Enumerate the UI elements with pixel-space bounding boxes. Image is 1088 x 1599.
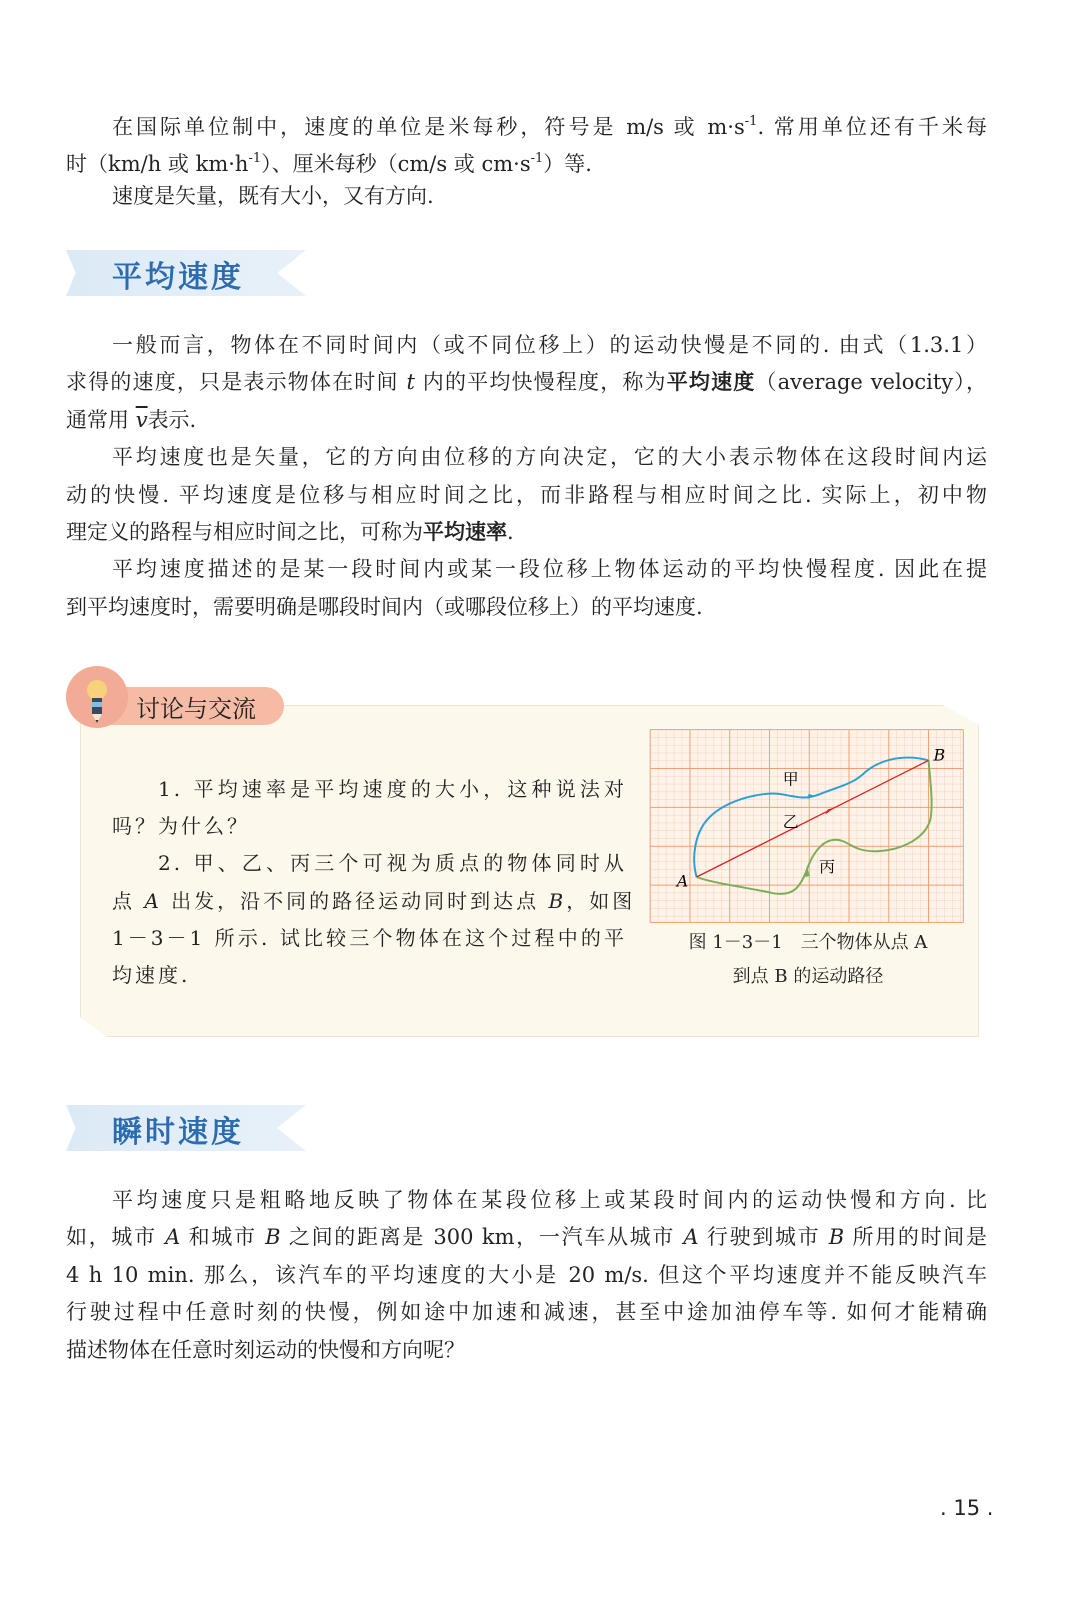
- text-segment: 之间的距离是 300 km，一汽车从城市: [280, 1225, 684, 1250]
- text-line: [112, 771, 627, 808]
- lightbulb-pencil-icon: [66, 666, 128, 728]
- text-segment: 理定义的路程与相应时间之比，可称为: [66, 519, 423, 544]
- text-segment: 描述物体在任意时刻运动的快慢和方向呢？: [66, 1337, 465, 1362]
- figure-caption-line1: 图 1－3－1 三个物体从点 A: [688, 932, 928, 953]
- text-segment: -1: [530, 151, 544, 167]
- text-segment: 点: [112, 888, 145, 913]
- text-line: [112, 883, 636, 920]
- discussion-title: 讨论与交流: [136, 695, 256, 723]
- label-a: A: [676, 871, 689, 891]
- text-segment: 动的快慢. 平均速度是位移与相应时间之比，而非路程与相应时间之比. 实际上，初中物: [66, 482, 987, 507]
- text-segment: B: [548, 888, 567, 913]
- text-segment: 求得的速度，只是表示物体在时间: [66, 370, 407, 395]
- text-line: [112, 845, 627, 882]
- figure-caption-line2: 到点 B 的运动路径: [732, 966, 884, 987]
- text-segment: -1: [248, 151, 262, 167]
- average-velocity-text: [66, 327, 987, 626]
- text-segment: 行驶到城市: [698, 1225, 829, 1250]
- text-segment: 2. 甲、乙、丙三个可视为质点的物体同时从: [158, 851, 627, 876]
- text-segment: ）、厘米每秒（cm/s 或 cm·s: [261, 152, 531, 177]
- text-segment: ）等.: [543, 152, 592, 177]
- text-segment: 一般而言，物体在不同时间内（或不同位移上）的运动快慢是不同的. 由式（1.3.1）: [112, 333, 987, 357]
- text-line: [66, 1332, 987, 1369]
- label-jia: 甲: [782, 769, 799, 789]
- text-line: [66, 178, 987, 215]
- text-segment: 速度是矢量，既有大小，又有方向.: [112, 183, 434, 208]
- text-line: [112, 808, 627, 845]
- text-segment: . 常用单位还有千米每: [757, 115, 988, 139]
- text-segment: 在国际单位制中，速度的单位是米每秒，符号是 m/s 或 m·s: [112, 115, 745, 139]
- text-segment: 所用的时间是: [844, 1225, 987, 1250]
- text-segment: 4 h 10 min. 那么，该汽车的平均速度的大小是 20 m/s. 但这个平均速度并不能反映汽车: [66, 1262, 987, 1287]
- text-line: [66, 364, 987, 401]
- text-segment: $\overline{v}$: [135, 407, 148, 432]
- text-segment: 内的平均快慢程度，称为: [414, 370, 667, 395]
- text-line: [66, 439, 987, 476]
- text-line: [66, 1294, 987, 1331]
- text-segment: B: [265, 1225, 281, 1250]
- text-segment: 平均速度描述的是某一段时间内或某一段位移上物体运动的平均快慢程度. 因此在提: [112, 557, 987, 582]
- text-segment: -1: [744, 114, 758, 129]
- section-title-average-velocity: 平均速度: [112, 260, 244, 295]
- text-segment: 均速度.: [112, 962, 191, 987]
- text-segment: 平均速度只是粗略地反映了物体在某段位移上或某段时间内的运动快慢和方向. 比: [112, 1188, 987, 1212]
- bold-term: 平均速率: [423, 519, 507, 544]
- text-line: [66, 1257, 987, 1294]
- text-segment: 和城市: [180, 1225, 266, 1250]
- text-line: [112, 957, 627, 994]
- instantaneous-velocity-text: [66, 1182, 987, 1369]
- bold-term: 平均速度: [666, 370, 756, 395]
- text-segment: 时（km/h 或 km·h: [66, 152, 249, 177]
- text-line: [66, 103, 987, 140]
- label-b: B: [933, 745, 946, 765]
- text-segment: A: [683, 1225, 699, 1250]
- text-line: [66, 477, 987, 514]
- label-bing: 丙: [819, 857, 836, 877]
- label-yi: 乙: [782, 811, 799, 831]
- text-line: [66, 514, 987, 551]
- text-line: [66, 327, 987, 364]
- text-segment: 表示.: [147, 407, 197, 432]
- text-segment: 行驶过程中任意时刻的快慢，例如途中加速和减速，甚至中途加油停车等. 如何才能精确: [66, 1300, 987, 1325]
- text-segment: t: [406, 370, 415, 395]
- text-segment: 1. 平均速率是平均速度的大小，这种说法对: [158, 777, 627, 801]
- page-number: . 15 .: [940, 1496, 994, 1520]
- text-segment: 通常用: [66, 407, 136, 432]
- section-title-instantaneous-velocity: 瞬时速度: [112, 1115, 244, 1150]
- discussion-questions: [112, 771, 636, 994]
- text-segment: 到平均速度时，需要明确是哪段时间内（或哪段位移上）的平均速度.: [66, 594, 703, 619]
- text-segment: .: [507, 519, 514, 544]
- text-segment: 平均速度也是矢量，它的方向由位移的方向决定，它的大小表示物体在这段时间内运: [112, 445, 987, 470]
- text-line: [66, 1182, 987, 1219]
- text-line: [66, 589, 987, 626]
- text-segment: B: [828, 1225, 845, 1250]
- text-segment: A: [144, 888, 162, 913]
- text-segment: ，如图: [566, 888, 636, 913]
- text-segment: A: [165, 1225, 181, 1250]
- text-line: [66, 551, 987, 588]
- text-line: [66, 1219, 987, 1256]
- text-segment: 如，城市: [66, 1225, 166, 1250]
- text-line: [66, 402, 987, 439]
- text-line: [112, 920, 627, 957]
- text-segment: 吗？为什么？: [112, 814, 250, 839]
- intro-text: [66, 103, 987, 215]
- text-line: [66, 140, 987, 177]
- text-segment: 1－3－1 所示. 试比较三个物体在这个过程中的平: [112, 925, 627, 950]
- text-segment: 出发，沿不同的路径运动同时到达点: [161, 888, 549, 913]
- text-segment: （average velocity），: [755, 370, 987, 395]
